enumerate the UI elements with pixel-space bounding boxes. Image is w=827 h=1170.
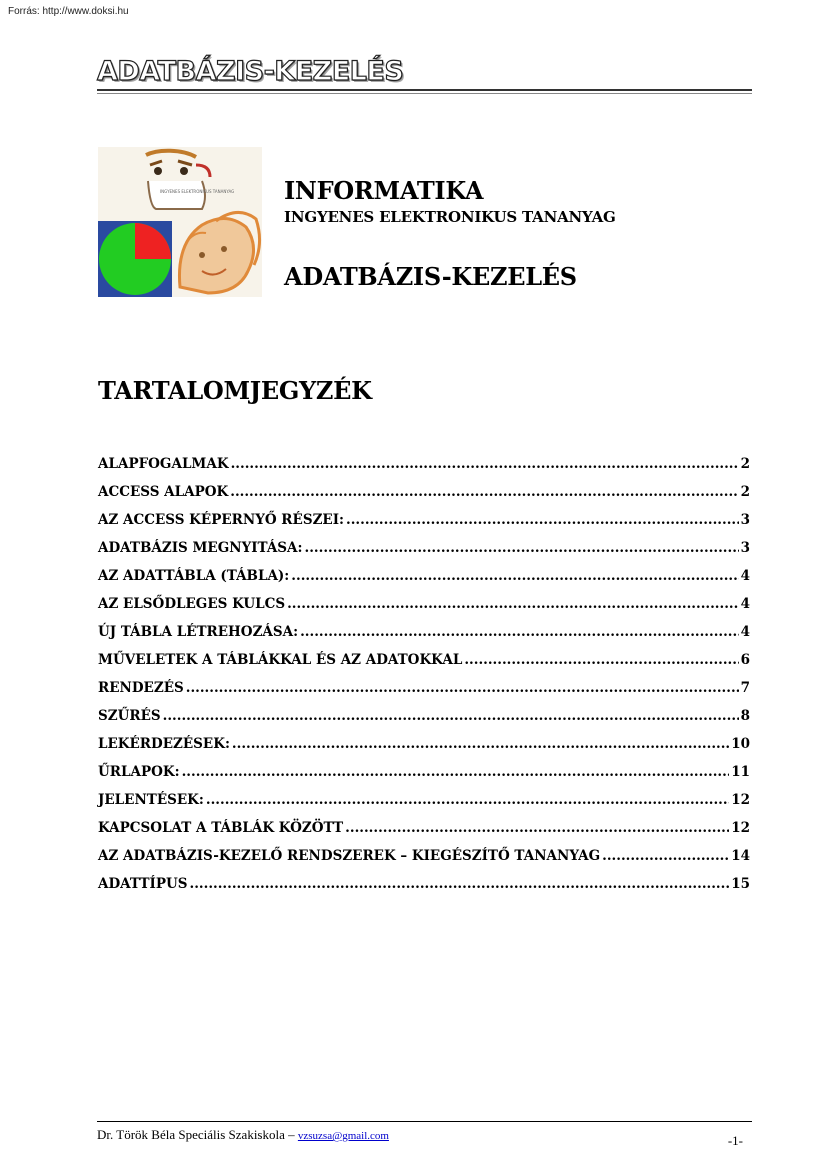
toc-entry-label: ACCESS ALAPOK bbox=[98, 484, 229, 500]
toc-leader bbox=[163, 708, 739, 724]
toc-leader bbox=[602, 848, 729, 864]
toc-entry-page: 3 bbox=[740, 540, 750, 556]
toc-entry[interactable] bbox=[98, 624, 750, 652]
toc-entry-label: RENDEZÉS bbox=[98, 680, 184, 696]
toc-leader bbox=[232, 736, 729, 752]
toc-leader bbox=[464, 652, 738, 668]
toc-entry[interactable] bbox=[98, 708, 750, 736]
toc-entry-page: 2 bbox=[740, 484, 750, 500]
toc-entry-label: ALAPFOGALMAK bbox=[98, 456, 229, 472]
toc-leader bbox=[300, 624, 738, 640]
toc-entry[interactable] bbox=[98, 568, 750, 596]
toc-entry-page: 4 bbox=[740, 596, 750, 612]
toc-entry-label: AZ ADATTÁBLA (TÁBLA): bbox=[98, 568, 290, 584]
toc-entry-page: 12 bbox=[731, 792, 750, 808]
toc-entry-label: SZŰRÉS bbox=[98, 708, 161, 724]
toc-leader bbox=[190, 876, 730, 892]
toc-entry[interactable] bbox=[98, 792, 750, 820]
toc-entry-label: AZ ADATBÁZIS-KEZELŐ RENDSZEREK – KIEGÉSZÍTŐ TANANYAG bbox=[98, 848, 601, 864]
topic-title: ADATBÁZIS-KEZELÉS bbox=[284, 262, 577, 291]
toc-entry-page: 4 bbox=[740, 624, 750, 640]
page-header bbox=[97, 52, 752, 96]
toc-entry-page: 2 bbox=[740, 456, 750, 472]
toc-leader bbox=[346, 512, 739, 528]
footer-school: Dr. Török Béla Speciális Szakiskola – bbox=[97, 1127, 295, 1142]
footer-text bbox=[97, 1127, 389, 1143]
toc-leader bbox=[305, 540, 739, 556]
toc-entry-label: AZ ELSŐDLEGES KULCS bbox=[98, 596, 286, 612]
header-title: ADATBÁZIS-KEZELÉS bbox=[97, 56, 404, 87]
toc-entry-label: AZ ACCESS KÉPERNYŐ RÉSZEI: bbox=[98, 512, 345, 528]
toc-entry[interactable] bbox=[98, 512, 750, 540]
main-title: INFORMATIKA bbox=[284, 176, 484, 205]
toc-entry-label: MŰVELETEK A TÁBLÁKKAL ÉS AZ ADATOKKAL bbox=[98, 652, 463, 668]
toc-entry[interactable] bbox=[98, 596, 750, 624]
page-number: -1- bbox=[727, 1133, 743, 1148]
toc-leader bbox=[186, 680, 739, 696]
toc-entry-page: 11 bbox=[731, 764, 750, 780]
toc-leader bbox=[206, 792, 729, 808]
toc-entry-page: 14 bbox=[731, 848, 750, 864]
subtitle: INGYENES ELEKTRONIKUS TANANYAG bbox=[284, 208, 616, 226]
toc-entry[interactable] bbox=[98, 876, 750, 904]
toc-entry-label: ADATBÁZIS MEGNYITÁSA: bbox=[98, 540, 303, 556]
toc-entry[interactable] bbox=[98, 484, 750, 512]
table-of-contents bbox=[98, 456, 750, 904]
header-rule bbox=[97, 89, 752, 91]
toc-leader bbox=[230, 484, 738, 500]
toc-entry-page: 7 bbox=[740, 680, 750, 696]
toc-entry-page: 12 bbox=[731, 820, 750, 836]
toc-leader bbox=[345, 820, 729, 836]
toc-entry-label: ADATTÍPUS bbox=[98, 876, 188, 892]
toc-entry-label: JELENTÉSEK: bbox=[98, 792, 204, 808]
logo-illustration bbox=[98, 147, 262, 297]
toc-entry-label: ŰRLAPOK: bbox=[98, 764, 180, 780]
toc-entry[interactable] bbox=[98, 820, 750, 848]
toc-entry-page: 15 bbox=[731, 876, 750, 892]
toc-leader bbox=[287, 596, 739, 612]
toc-heading: TARTALOMJEGYZÉK bbox=[98, 376, 372, 405]
footer-rule bbox=[97, 1121, 752, 1122]
toc-entry[interactable] bbox=[98, 652, 750, 680]
footer-email-link[interactable]: vzsuzsa@gmail.com bbox=[297, 1130, 389, 1142]
toc-entry-page: 4 bbox=[740, 568, 750, 584]
toc-entry-page: 10 bbox=[731, 736, 750, 752]
toc-entry[interactable] bbox=[98, 540, 750, 568]
toc-entry[interactable] bbox=[98, 764, 750, 792]
title-block bbox=[284, 176, 616, 291]
toc-entry-label: LEKÉRDEZÉSEK: bbox=[98, 736, 230, 752]
toc-entry-page: 6 bbox=[740, 652, 750, 668]
toc-entry-label: KAPCSOLAT A TÁBLÁK KÖZÖTT bbox=[98, 820, 344, 836]
source-label: Forrás: http://www.doksi.hu bbox=[8, 6, 129, 17]
logo-image bbox=[98, 147, 262, 297]
toc-leader bbox=[231, 456, 739, 472]
toc-leader bbox=[182, 764, 730, 780]
toc-entry-page: 8 bbox=[740, 708, 750, 724]
toc-entry[interactable] bbox=[98, 456, 750, 484]
toc-leader bbox=[291, 568, 738, 584]
toc-entry-label: ÚJ TÁBLA LÉTREHOZÁSA: bbox=[98, 624, 299, 640]
header-rule-thin bbox=[97, 93, 752, 94]
toc-entry[interactable] bbox=[98, 736, 750, 764]
logo-caption: INGYENES ELEKTRONIKUS TANANYAG bbox=[160, 189, 235, 194]
toc-entry[interactable] bbox=[98, 680, 750, 708]
toc-entry[interactable] bbox=[98, 848, 750, 876]
toc-entry-page: 3 bbox=[740, 512, 750, 528]
